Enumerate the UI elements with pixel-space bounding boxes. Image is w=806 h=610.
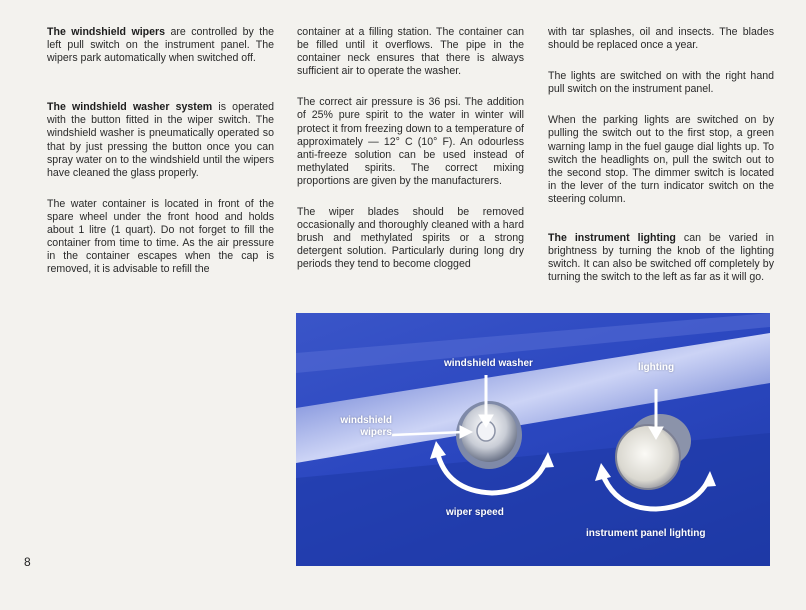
dashboard-switches-photo [296,313,770,566]
paragraph-wipers [47,26,274,65]
label-lighting: lighting [638,362,675,373]
label-wipers-line2: wipers [360,427,392,438]
paragraph-text: is operated with the button fitted in the wiper switch. The windshield washer is pneumatically operated so that by just pressing the button once you can spray water on to the windshield until the wipers have cleaned the glass properly. [47,101,274,179]
heading-windshield-wipers: The windshield wipers [47,26,166,38]
heading-washer-system: The windshield washer system [47,101,213,114]
text-column-2 [297,26,524,290]
label-instrument-panel-lighting: instrument panel lighting [586,528,706,539]
paragraph-text: are controlled by the left pull switch on the instrument panel. The wipers park automatically when switched off. [47,26,274,65]
heading-instrument-lighting: The instrument lighting [548,232,676,245]
text-column-3 [548,26,774,302]
paragraph-instrument-lighting [548,232,774,284]
page-number: 8 [24,555,31,569]
paragraph-air-pressure: The correct air pressure is 36 psi. The addition of 25% pure spirit to the water in winter will protect it from freezing down to a temperature of approximately — 12° C (10° F). An odourless anti-freeze solution can be used instead of methylated spirits. The correct mixing proportions are given by the manufacturers. [297,96,524,187]
label-wipers-line1: windshield [340,415,392,426]
label-wiper-speed: wiper speed [446,507,504,518]
paragraph-water-container: The water container is located in front of the spare wheel under the front hood and holds about 1 litre (1 quart). Do not forget to fill the container from time to time. As the air pressure in the container escapes when the cap is removed, it is advisable to refill the [47,197,274,276]
paragraph-filling-station: container at a filling station. The container can be filled until it overflows. The pipe in the container neck ensures that there is always sufficient air to operate the washer. [297,26,524,78]
paragraph-parking-lights: When the parking lights are switched on by pulling the switch out to the first stop, a green warning lamp in the fuel gauge dial lights up. To switch the headlights on, pull the switch out to the second stop. The dimmer switch is located in the lever of the turn indicator switch on the steering column. [548,114,774,205]
paragraph-washer-system [47,101,274,180]
paragraph-text: can be varied in brightness by turning the knob of the lighting switch. It can also be switched off completely by turning the switch to the left as far as it will go. [548,232,774,284]
label-windshield-wipers [340,415,392,439]
label-windshield-washer: windshield washer [444,358,533,369]
paragraph-blades-replace: with tar splashes, oil and insects. The blades should be replaced once a year. [548,26,774,52]
text-column-1 [47,26,274,294]
paragraph-lights-switch: The lights are switched on with the right hand pull switch on the instrument panel. [548,70,774,96]
paragraph-wiper-blades: The wiper blades should be removed occasionally and thoroughly cleaned with a hard brush and methylated spirits or a strong detergent solution. Particularly during long dry periods they tend to become clogged [297,206,524,271]
